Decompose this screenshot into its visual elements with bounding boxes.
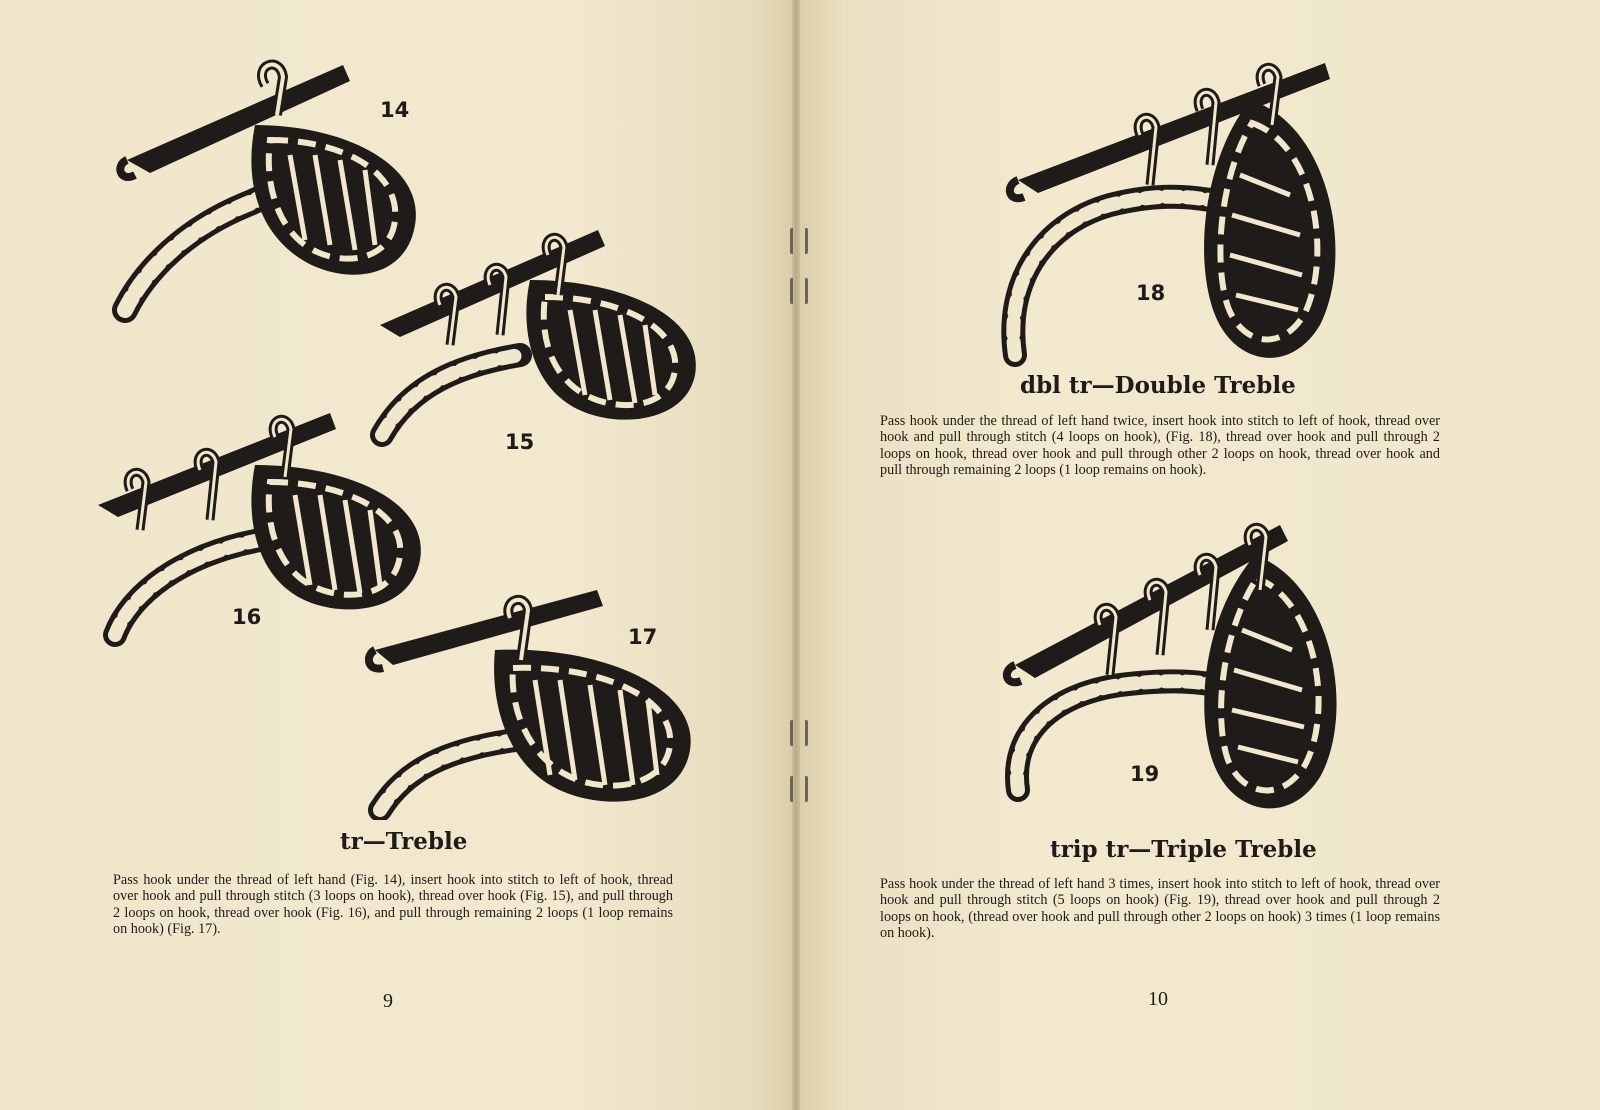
staple-icon: [790, 776, 808, 802]
section-body: Pass hook under the thread of left hand twice, insert hook into stitch to left of hook, thread over hook and pull through stitch (4 loops on hook), (Fig. 18), thread over hook and pull through 2 loops on hook, thread over hook and pull through other 2 loops on hook, thread over hook and pull through remaining 2 loops (1 loop remains on hook).: [880, 413, 1440, 479]
figure-18-illustration: [1000, 55, 1345, 375]
figure-19-illustration: [1000, 515, 1345, 825]
book-gutter: [792, 0, 800, 1110]
figure-number: 18: [1136, 281, 1166, 305]
staple-icon: [790, 720, 808, 746]
section-heading: tr—Treble: [340, 828, 468, 855]
figure-number: 15: [505, 430, 535, 454]
staple-icon: [790, 278, 808, 304]
section-heading: trip tr—Triple Treble: [1050, 836, 1317, 863]
section-body: Pass hook under the thread of left hand 3 times, insert hook into stitch to left of hook, thread over hook and pull through stitch (5 loops on hook) (Fig. 19), thread over hook and pull through 2 loops on hook, (thread over hook and pull through other 2 loops on hook) 3 times (1 loop remains on hook).: [880, 876, 1440, 942]
section-heading: dbl tr—Double Treble: [1020, 372, 1296, 399]
figure-number: 16: [232, 605, 262, 629]
staple-icon: [790, 228, 808, 254]
page-number: 10: [1148, 988, 1168, 1010]
section-body: Pass hook under the thread of left hand (Fig. 14), insert hook into stitch to left of hook, thread over hook and pull through stitch (3 loops on hook), thread over hook (Fig. 15), and pull through 2 loops on hook, thread over hook (Fig. 16), and pull through remaining 2 loops (1 loop remains on hook) (Fig. 17).: [113, 872, 673, 938]
page-number: 9: [383, 990, 393, 1012]
figure-number: 14: [380, 98, 410, 122]
figure-number: 19: [1130, 762, 1160, 786]
figure-number: 17: [628, 625, 658, 649]
